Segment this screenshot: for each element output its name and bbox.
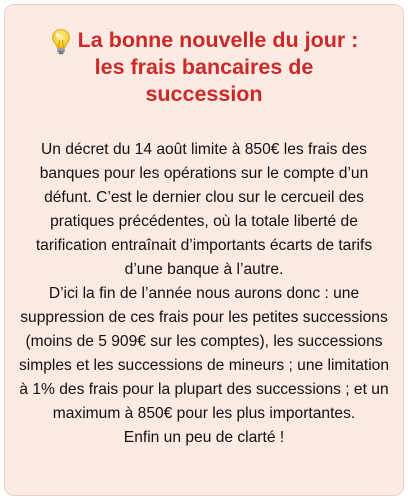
post-paragraph-2: D’ici la fin de l’année nous aurons donc : une suppression de ces frais pour les petites successions (moins de 5 909€ sur les comptes), les successions simples et les successions de mineurs ; une limitation à 1% des frais pour la plupart des successions ; et un maximum à 850€ pour les plus importantes. bbox=[18, 285, 390, 422]
post-title-line-2: les frais bancaires de bbox=[94, 55, 314, 79]
post-card bbox=[4, 4, 404, 496]
post-title bbox=[19, 27, 389, 108]
post-paragraph-3: Enfin un peu de clarté ! bbox=[123, 429, 285, 446]
lightbulb-icon bbox=[50, 28, 72, 55]
post-title-line-1: La bonne nouvelle du jour : bbox=[77, 28, 359, 52]
post-title-line-3: succession bbox=[145, 82, 263, 106]
post-body bbox=[17, 138, 391, 450]
post-paragraph-1: Un décret du 14 août limite à 850€ les frais des banques pour les opérations sur le compte d’un défunt. C’est le dernier clou sur le cercueil des pratiques précédentes, où la totale liberté de tarification entraînait d’importants écarts de tarifs d’une banque à l’autre. bbox=[35, 141, 373, 278]
